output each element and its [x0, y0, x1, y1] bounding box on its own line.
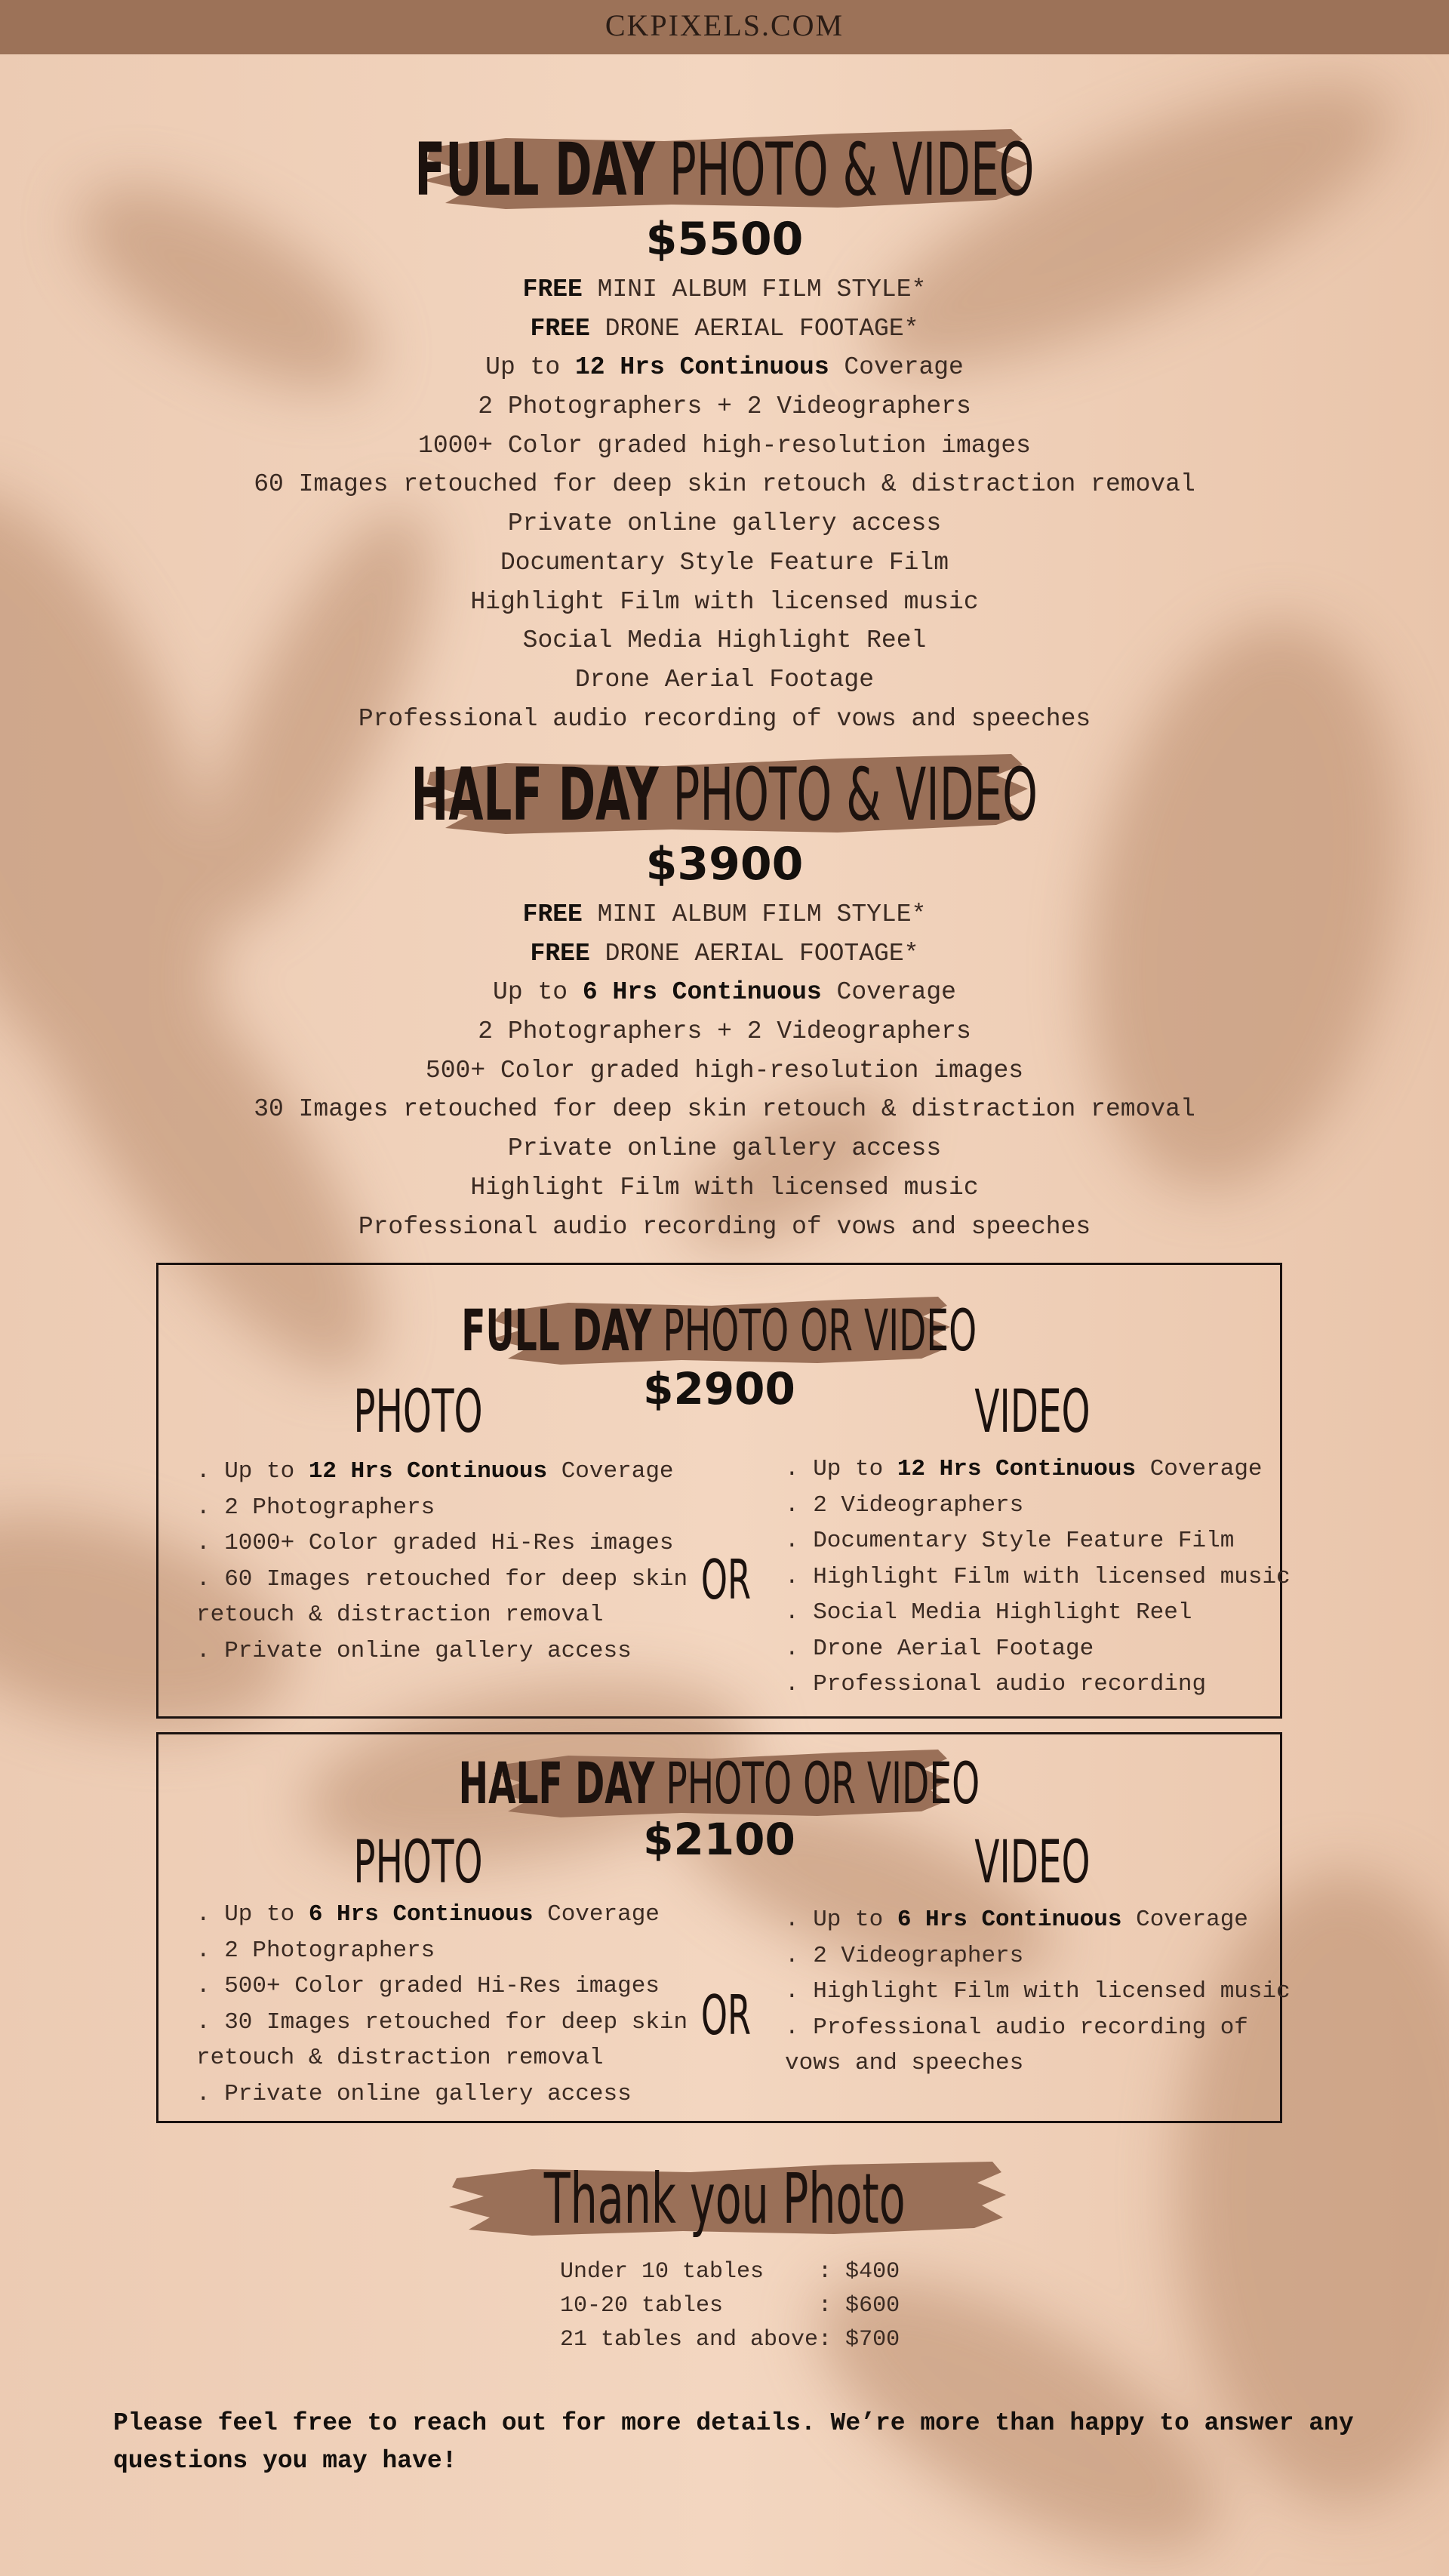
full-day-pv-title: FULL DAY PHOTO & VIDEO [414, 128, 1035, 212]
list-item: . Up to 6 Hrs Continuous Coverage [196, 1901, 660, 1928]
half-day-pv-features [0, 895, 1449, 1246]
feature-item: Drone Aerial Footage [574, 665, 875, 694]
list-item: . 60 Images retouched for deep skin [196, 1565, 688, 1593]
video-label: VIDEO [974, 1829, 1091, 1897]
feature-item: FREE DRONE AERIAL FOOTAGE* [530, 939, 919, 968]
list-item: . 2 Videographers [785, 1942, 1024, 1969]
thank-you-title: Thank you Photo [543, 2158, 906, 2239]
list-item: . Professional audio recording of [785, 2014, 1248, 2041]
feature-item: 60 Images retouched for deep skin retouch & distraction removal [254, 470, 1195, 499]
feature-item: 500+ Color graded high-resolution images [425, 1056, 1024, 1085]
full-day-or-photo-list [196, 1454, 688, 1669]
list-item: . Documentary Style Feature Film [785, 1528, 1235, 1554]
top-banner [0, 0, 1449, 54]
feature-item: FREE MINI ALBUM FILM STYLE* [522, 275, 927, 303]
feature-item: Private online gallery access [507, 1134, 942, 1163]
list-item: . 500+ Color graded Hi-Res images [196, 1973, 660, 1999]
thank-you-price-table [560, 2255, 900, 2357]
or-label: OR [700, 1984, 752, 2047]
list-item: . 2 Photographers [196, 1494, 435, 1521]
list-item: . Private online gallery access [196, 1637, 632, 1664]
feature-item: Highlight Film with licensed music [470, 587, 979, 616]
list-item: retouch & distraction removal [196, 1602, 604, 1628]
half-day-or-video-list [785, 1902, 1291, 2082]
price-row: 10-20 tables : $600 [560, 2293, 900, 2319]
half-day-or-photo-list [196, 1897, 688, 2112]
list-item: . Drone Aerial Footage [785, 1635, 1094, 1662]
full-day-or-video-list [785, 1451, 1291, 1703]
feature-item: 1000+ Color graded high-resolution images [418, 431, 1031, 460]
list-item: . Up to 12 Hrs Continuous Coverage [785, 1456, 1263, 1482]
list-item: . 2 Photographers [196, 1937, 435, 1964]
thank-you-title-banner [441, 2157, 1008, 2240]
photo-label: PHOTO [353, 1829, 483, 1897]
full-day-or-price: $2900 [643, 1363, 795, 1414]
half-day-or-price: $2100 [643, 1814, 795, 1865]
list-item: . 1000+ Color graded Hi-Res images [196, 1530, 674, 1556]
feature-item: Up to 12 Hrs Continuous Coverage [485, 353, 964, 382]
half-day-or-title: HALF DAY PHOTO OR VIDEO [458, 1749, 980, 1817]
feature-item: Private online gallery access [507, 509, 942, 538]
full-day-or-box [156, 1263, 1291, 1719]
list-item: . Up to 6 Hrs Continuous Coverage [785, 1907, 1248, 1933]
video-label: VIDEO [974, 1378, 1091, 1446]
half-day-pv-title: HALF DAY PHOTO & VIDEO [411, 752, 1038, 837]
half-day-pv-price: $3900 [645, 838, 804, 891]
feature-item: Professional audio recording of vows and speeches [358, 1212, 1091, 1241]
list-item: . Highlight Film with licensed music [785, 1978, 1291, 2005]
full-day-or-title-banner [461, 1292, 977, 1368]
feature-item: Up to 6 Hrs Continuous Coverage [493, 978, 956, 1007]
list-item: . Social Media Highlight Reel [785, 1599, 1192, 1626]
feature-item: 30 Images retouched for deep skin retouch & distraction removal [254, 1095, 1195, 1124]
feature-item: 2 Photographers + 2 Videographers [478, 1017, 971, 1046]
half-day-pv-title-banner [411, 749, 1038, 840]
feature-item: Highlight Film with licensed music [470, 1173, 979, 1202]
site-name: CKPIXELS.COM [605, 8, 844, 42]
full-day-pv-title-banner [415, 125, 1034, 215]
full-day-pv-price: $5500 [645, 213, 804, 266]
price-row: 21 tables and above: $700 [560, 2327, 900, 2353]
feature-item: Professional audio recording of vows and speeches [358, 704, 1091, 733]
feature-item: Social Media Highlight Reel [522, 626, 927, 655]
feature-item: FREE DRONE AERIAL FOOTAGE* [530, 314, 919, 343]
list-item: . 30 Images retouched for deep skin [196, 2008, 688, 2036]
list-item: . 2 Videographers [785, 1491, 1024, 1519]
photo-label: PHOTO [353, 1378, 483, 1446]
closing-message: Please feel free to reach out for more details. We’re more than happy to answer any questions you may have! [113, 2409, 1354, 2475]
list-item: . Private online gallery access [196, 2080, 632, 2107]
half-day-or-title-banner [458, 1745, 980, 1820]
full-day-pv-features [0, 270, 1449, 738]
list-item: . Up to 12 Hrs Continuous Coverage [196, 1458, 674, 1485]
feature-item: FREE MINI ALBUM FILM STYLE* [522, 900, 927, 928]
half-day-or-box [156, 1732, 1291, 2123]
or-label: OR [700, 1548, 752, 1611]
list-item: retouch & distraction removal [196, 2045, 604, 2071]
list-item: vows and speeches [785, 2050, 1024, 2076]
list-item: . Professional audio recording [785, 1671, 1207, 1697]
list-item: . Highlight Film with licensed music [785, 1563, 1291, 1590]
full-day-or-title: FULL DAY PHOTO OR VIDEO [461, 1296, 977, 1364]
feature-item: 2 Photographers + 2 Videographers [478, 392, 971, 421]
feature-item: Documentary Style Feature Film [500, 548, 949, 577]
price-row: Under 10 tables : $400 [560, 2259, 900, 2285]
